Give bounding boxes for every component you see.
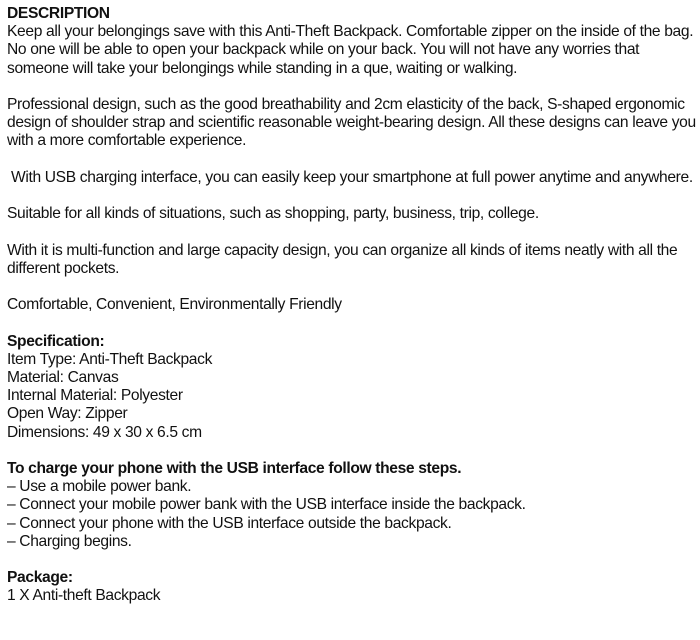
design-paragraph: Professional design, such as the good breathability and 2cm elasticity of the back, S-shaped ergonomic design of shoulder strap and scientific reasonable weight-bearing design. All these designs can leave you with a more comfortable experience. — [7, 96, 696, 150]
package-heading: Package: — [7, 569, 73, 587]
spec-item-type: Item Type: Anti-Theft Backpack — [7, 350, 213, 368]
charging-step: – Connect your mobile power bank with the USB interface inside the backpack. — [7, 496, 526, 514]
charging-step: – Use a mobile power bank. — [7, 478, 192, 496]
capacity-paragraph: With it is multi-function and large capacity design, you can organize all kinds of items neatly with all the different pockets. — [7, 241, 678, 277]
charging-step: – Connect your phone with the USB interface outside the backpack. — [7, 514, 452, 532]
spec-material: Material: Canvas — [7, 368, 119, 386]
spec-internal-material: Internal Material: Polyester — [7, 387, 183, 405]
charging-step: – Charging begins. — [7, 532, 132, 550]
situations-paragraph: Suitable for all kinds of situations, such as shopping, party, business, trip, college. — [7, 205, 539, 223]
spec-open-way: Open Way: Zipper — [7, 405, 128, 423]
charging-heading: To charge your phone with the USB interface follow these steps. — [7, 459, 462, 477]
spec-dimensions: Dimensions: 49 x 30 x 6.5 cm — [7, 423, 202, 441]
description-heading: DESCRIPTION — [7, 5, 110, 22]
usb-paragraph: With USB charging interface, you can easily keep your smartphone at full power anytime and anywhere. — [7, 168, 693, 186]
package-item: 1 X Anti-theft Backpack — [7, 587, 161, 605]
features-paragraph: Comfortable, Convenient, Environmentally Friendly — [7, 296, 342, 314]
description-paragraph: Keep all your belongings save with this Anti-Theft Backpack. Comfortable zipper on the inside of the bag. No one will be able to open your backpack while on your back. You will not have any worries that someone will take your belongings while standing in a que, waiting or walking. — [7, 23, 694, 77]
specification-heading: Specification: — [7, 332, 105, 350]
